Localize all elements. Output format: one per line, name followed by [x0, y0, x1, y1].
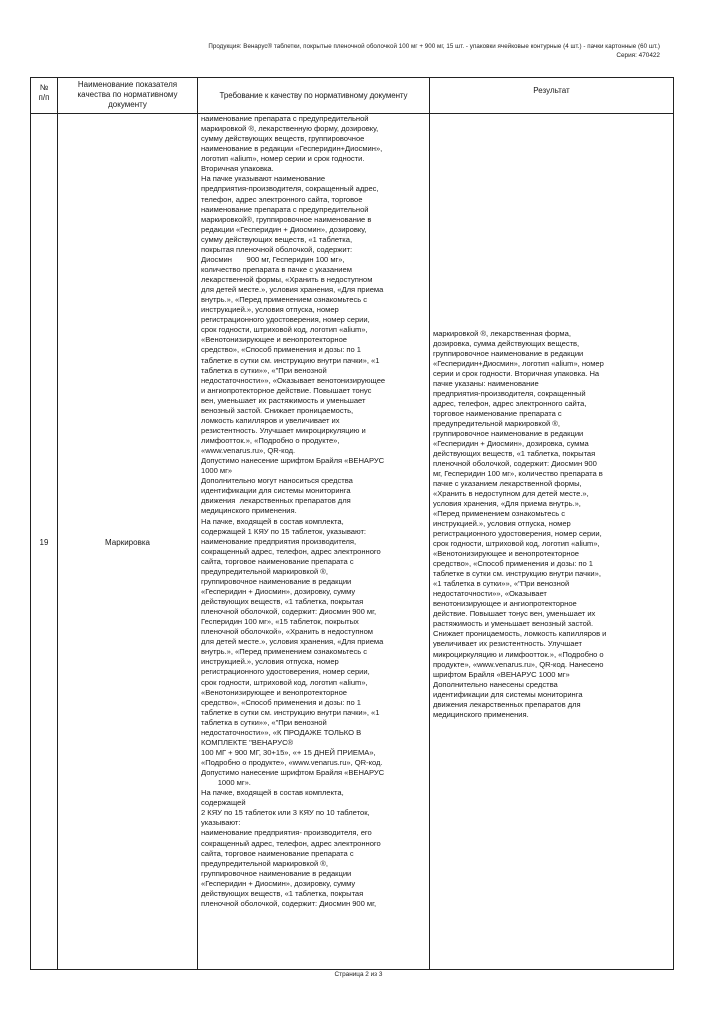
page-number: Страница 2 из 3 — [334, 971, 383, 978]
product-line: Продукция: Венарус® таблетки, покрытые пленочной оболочкой 100 мг + 900 мг, 15 шт. - упаковки ячейковые контурные (4 шт.) - пачки картонные (60 шт.) — [208, 43, 660, 50]
header-indicator: Наименование показателя качества по нормативному документу — [77, 80, 178, 110]
header-num: № п/п — [38, 83, 50, 103]
row-indicator: Маркировка — [105, 538, 150, 547]
requirement-text: наименование препарата с предупредительной маркировкой ®, лекарственную форму, дозировку, сумму действующих веществ, группировочное наименование в редакции «Гесперидин+Диосмин», логотип «alium», номер серии и срок годности. Вторичная упаковка. На пачке указывают наименование предприятия-производителя, сокращенный адрес, телефон, адрес электронного сайта, торговое наименование препарата с предупредительной маркировкой®, группировочное наименование в редакции «Гесперидин + Диосмин», дозировку, сумму действующих веществ, «1 таблетка, покрытая пленочной оболочкой, содержит: Диосмин 900 мг, Гесперидин 100 мг», количество препарата в пачке с указанием лекарственной формы, «Хранить в недоступном для детей месте.», условия хранения, «Для приема внутрь.», «Перед применением ознакомьтесь с инструкцией.», условия отпуска, номер регистрационного удостоверения, номер серии, срок годности, штриховой код, логотип «alium», «Венотонизирующее и венопротекторное средство», «Способ применения и дозы: по 1 таблетке в сутки см. инструкцию внутри пачки», «1 таблетка в сутки»», «"При венозной недостаточности»», «Оказывает венотонизирующее и ангиопротекторное действие. Повышает тонус вен, уменьшает их растяжимость и уменьшает венозный застой. Снижает проницаемость, ломкость капилляров и увеличивает их резистентность. Улучшает микроциркуляцию и лимфоотток.», «Подробно о продукте», «www.venarus.ru», QR-код. Допустимо нанесение шрифтом Брайля «ВЕНАРУС 1000 мг» Дополнительно могут наноситься средства идентификации для системы мониторинга движения лекарственных препаратов для медицинского применения. На пачке, входящей в состав комплекта, содержащей 1 КЯУ по 15 таблеток, указывают: наименование предприятия производителя, сокращенный адрес, телефон, адрес электронного сайта, торговое наименование препарата с предупредительной маркировкой ®, группировочное наименование в редакции «Гесперидин + Диосмин», дозировку, сумму действующих веществ, «1 таблетка, покрытая пленочной оболочкой, содержит: Диосмин 900 мг, Гесперидин 100 мг», «15 таблеток, покрытых пленочной оболочкой», «Хранить в недоступном для детей месте.», условия хранения, «Для приема внутрь.», «Перед применением ознакомьтесь с инструкцией.», условия отпуска, номер регистрационного удостоверения, номер серии, срок годности, штриховой код, логотип «alium», «Венотонизирующее и венопротекторное средство», «Способ применения и дозы: по 1 таблетке в сутки см. инструкцию внутри пачки», «1 таблетка в сутки»», «"При венозной недостаточности»», «К ПРОДАЖЕ ТОЛЬКО В КОМПЛЕКТЕ "ВЕНАРУС® 100 МГ + 900 МГ, 30+15», «+ 15 ДНЕЙ ПРИЕМА», «Подробно о продукте», «www.venarus.ru», QR-код. Допустимо нанесение шрифтом Брайля «ВЕНАРУС 1000 мг». На пачке, входящей в состав комплекта, содержащей 2 КЯУ по 15 таблеток или 3 КЯУ по 10 таблеток, указывают: наименование предприятия- производителя, его сокращенный адрес, телефон, адрес электронного сайта, торговое наименование препарата с предупредительной маркировкой ®, группировочное наименование в редакции «Гесперидин + Диосмин», дозировку, сумму действующих веществ, «1 таблетка, покрытая пленочной оболочкой, содержит: Диосмин 900 мг, — [201, 114, 386, 908]
header-requirement: Требование к качеству по нормативному документу — [219, 91, 408, 100]
column-divider — [57, 78, 58, 969]
column-divider — [197, 78, 198, 969]
result-text: маркировкой ®, лекарственная форма, дозировка, сумма действующих веществ, группировочное наименование в редакции «Гесперидин+Диосмин», логотип «alium», номер серии и срок годности. Вторичная упаковка. На пачке указаны: наименование предприятия-производителя, сокращенный адрес, телефон, адрес электронного сайта, торговое наименование препарата с предупредительной маркировкой ®, группировочное наименование в редакции «Гесперидин + Диосмин», дозировка, сумма действующих веществ, «1 таблетка, покрытая пленочной оболочкой, содержит: Диосмин 900 мг, Гесперидин 100 мг», количество препарата в пачке с указанием лекарственной формы, «Хранить в недоступном для детей месте.», условия хранения, «Для приема внутрь.», «Перед применением ознакомьтесь с инструкцией.», условия отпуска, номер регистрационного удостоверения, номер серии, срок годности, штриховой код, логотип «alium», «Венотонизирующее и венопротекторное средство», «Способ применения и дозы: по 1 таблетке в сутки см. инструкцию внутри пачки», «1 таблетка в сутки»», «"При венозной недостаточности»», «Оказывает венотонизирующее и ангиопротекторное действие. Повышает тонус вен, уменьшает их растяжимость и уменьшает венозный застой. Снижает проницаемость, ломкость капилляров и увеличивает их резистентность. Улучшает микроциркуляцию и лимфоотток.», «Подробно о продукте», «www.venarus.ru», QR-код. Нанесено шрифтом Брайля «ВЕНАРУС 1000 мг» Дополнительно нанесены средства идентификации для системы мониторинга движения лекарственных препаратов для медицинского применения. — [433, 329, 607, 719]
column-divider — [429, 78, 430, 969]
series-number: Серия: 470422 — [616, 52, 660, 59]
header-result: Результат — [533, 86, 570, 95]
row-number: 19 — [39, 538, 49, 547]
